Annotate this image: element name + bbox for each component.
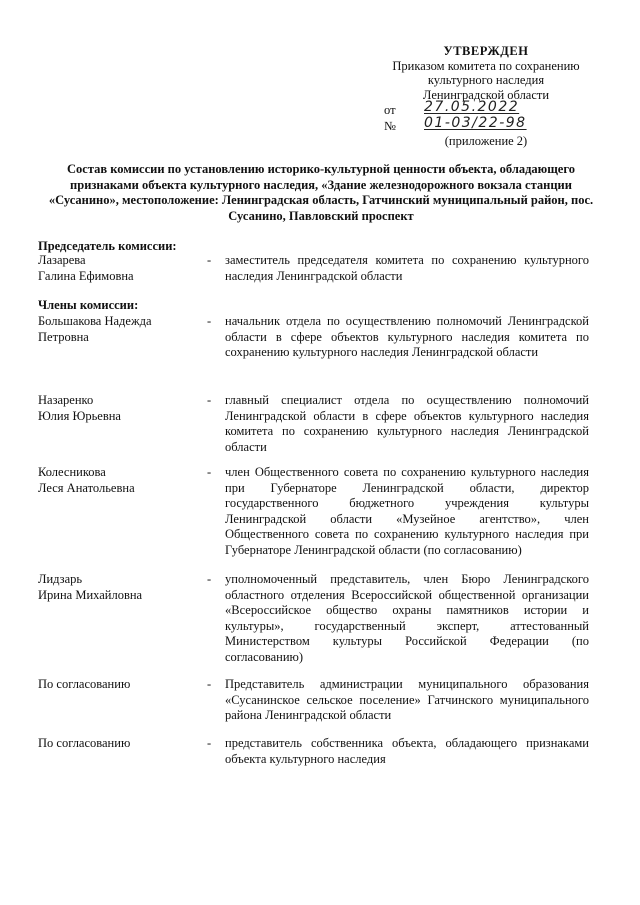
member-given-names: Галина Ефимовна — [38, 268, 134, 283]
chairman-section-title: Председатель комиссии: — [38, 239, 177, 253]
member-role: главный специалист отдела по осуществлению полномочий Ленинградской области в сфере объектов культурного наследия комитета по сохранению культурного наследия Ленинградской области — [225, 393, 589, 454]
approval-number-row — [370, 115, 602, 134]
list-dash: - — [207, 465, 212, 479]
member-name — [38, 677, 203, 693]
member-name — [38, 314, 203, 345]
member-role: представитель собственника объекта, обладающего признаками объекта культурного наследия — [225, 736, 589, 766]
list-dash: - — [207, 253, 212, 267]
list-dash: - — [207, 677, 212, 691]
list-dash: - — [207, 393, 212, 407]
member-given-names: Юлия Юрьевна — [38, 408, 121, 423]
members-section-title: Члены комиссии: — [38, 298, 139, 312]
member-given-names: Ирина Михайловна — [38, 587, 143, 602]
approval-line-3: Ленинградской области — [422, 87, 550, 102]
member-surname: Лидзарь — [38, 572, 83, 586]
member-role: Представитель администрации муниципального образования «Сусанинское сельское поселение» Гатчинского муниципального района Ленинградской области — [225, 677, 589, 722]
document-heading: Состав комиссии по установлению историко-культурной ценности объекта, обладающего признаками объекта культурного наследия, «Здание железнодорожного вокзала станции «Сусанино», местоположение: Ленинградская область, Гатчинский муниципальный район, пос. Сусанино, Павловский проспект — [48, 162, 594, 223]
list-dash: - — [207, 572, 212, 586]
list-dash: - — [207, 314, 212, 328]
member-surname: Колесникова — [38, 465, 106, 479]
member-name — [38, 253, 203, 284]
member-name — [38, 465, 203, 496]
member-surname: Назаренко — [38, 393, 94, 407]
member-given-names: Петровна — [38, 329, 89, 344]
approval-number-handwritten: 01-03/22-98 — [424, 115, 527, 131]
member-surname: По согласованию — [38, 736, 131, 750]
member-name — [38, 393, 203, 424]
list-dash: - — [207, 736, 212, 750]
member-role: заместитель председателя комитета по сохранению культурного наследия Ленинградской области — [225, 253, 589, 283]
approval-title: УТВЕРЖДЕН — [443, 44, 529, 58]
member-given-names: Леся Анатольевна — [38, 480, 135, 495]
member-role: член Общественного совета по сохранению культурного наследия при Губернаторе Ленинградской области, директор государственного бюджетного учреждения культуры Ленинградской области «Музейное агентство», член Общественного совета по сохранению культурного наследия при Губернаторе Ленинградской области (по согласованию) — [225, 465, 589, 557]
approval-date-label: от — [384, 103, 396, 117]
member-name — [38, 572, 203, 603]
member-role: уполномоченный представитель, член Бюро Ленинградского областного отделения Всероссийской общественной организации «Всероссийское общество охраны памятников истории и культуры», государственный эксперт, аттестованный Министерством культуры Российской Федерации (по согласованию) — [225, 572, 589, 664]
member-role: начальник отдела по осуществлению полномочий Ленинградской области в сфере объектов культурного наследия комитета по сохранению культурного наследия Ленинградской области — [225, 314, 589, 359]
member-surname: Большакова Надежда — [38, 314, 152, 328]
member-name — [38, 736, 203, 752]
approval-number-label: № — [384, 119, 396, 133]
approval-appendix: (приложение 2) — [444, 134, 528, 148]
approval-date-handwritten: 27.05.2022 — [424, 99, 520, 115]
member-surname: Лазарева — [38, 253, 86, 267]
approval-line-1: Приказом комитета по сохранению — [392, 58, 580, 73]
approval-stamp — [370, 44, 602, 149]
approval-line-2: культурного наследия — [427, 73, 545, 87]
member-surname: По согласованию — [38, 677, 131, 691]
